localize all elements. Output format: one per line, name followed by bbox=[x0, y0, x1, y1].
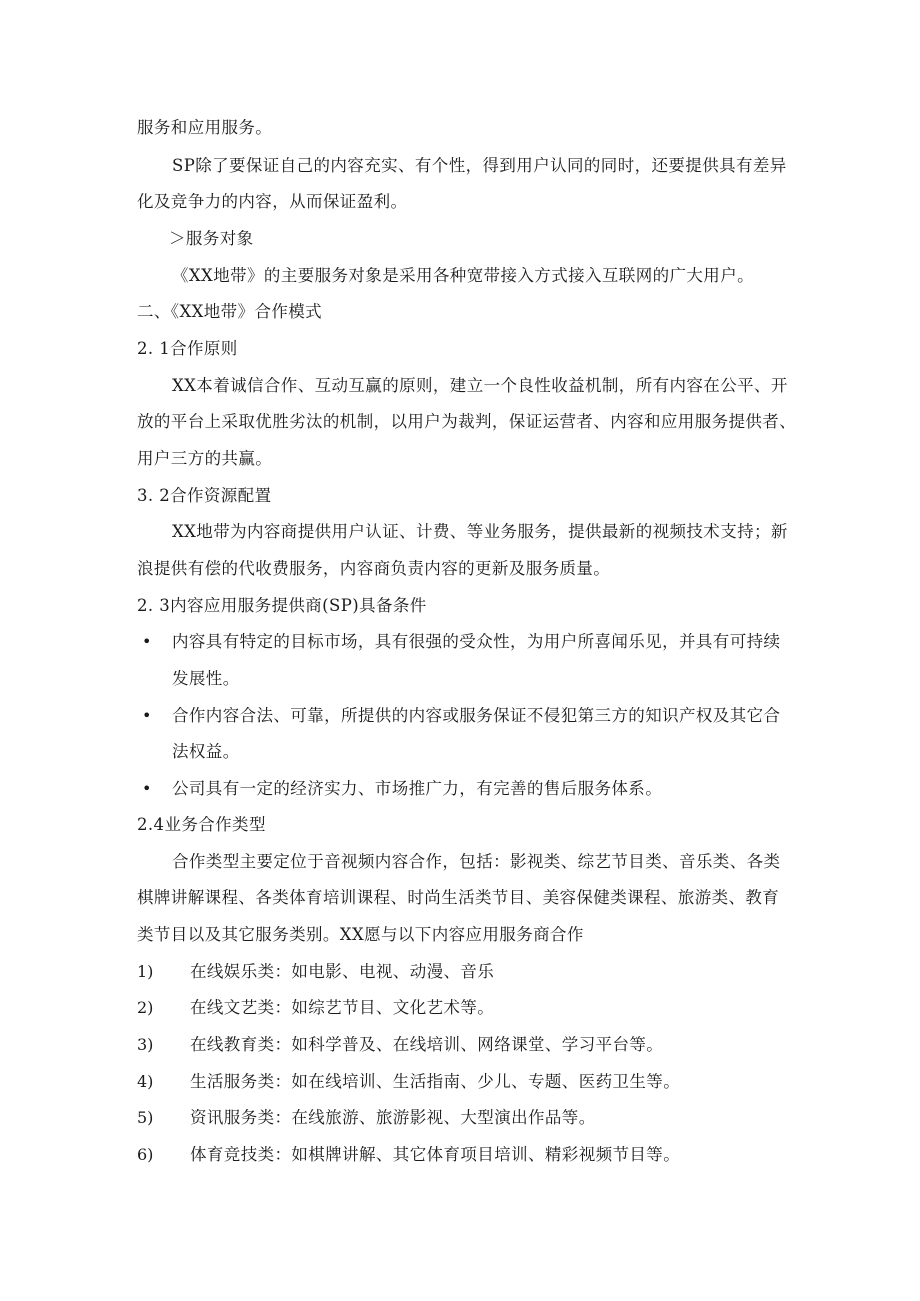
list-item: 在线文艺类：如综艺节目、文化艺术等。 bbox=[190, 998, 495, 1017]
bullet-text: 公司具有一定的经济实力、市场推广力，有完善的售后服务体系。 bbox=[172, 779, 663, 798]
subsection-heading: 2. 1合作原则 bbox=[137, 339, 238, 358]
list-item: 在线教育类：如科学普及、在线培训、网络课堂、学习平台等。 bbox=[190, 1035, 664, 1054]
paragraph-line: SP除了要保证自己的内容充实、有个性，得到用户认同的同时，还要提供具有差异 bbox=[172, 156, 787, 175]
subsection-heading: 2.4业务合作类型 bbox=[137, 815, 266, 834]
list-item-number: 1) bbox=[137, 962, 154, 981]
section-heading: 二、《XX地带》合作模式 bbox=[137, 302, 323, 321]
subheading: ＞服务对象 bbox=[169, 229, 254, 248]
list-item: 生活服务类：如在线培训、生活指南、少儿、专题、医药卫生等。 bbox=[190, 1072, 681, 1091]
list-item: 体育竞技类：如棋牌讲解、其它体育项目培训、精彩视频节目等。 bbox=[190, 1145, 681, 1164]
bullet-text: 发展性。 bbox=[172, 669, 240, 688]
bullet-marker: • bbox=[142, 779, 152, 798]
paragraph-line: 放的平台上采取优胜劣汰的机制，以用户为裁判，保证运营者、内容和应用服务提供者、 bbox=[137, 412, 797, 431]
paragraph-line: 类节目以及其它服务类别。XX愿与以下内容应用服务商合作 bbox=[137, 925, 584, 944]
list-item: 在线娱乐类：如电影、电视、动漫、音乐 bbox=[190, 962, 495, 981]
paragraph-line: XX本着诚信合作、互动互赢的原则，建立一个良性收益机制，所有内容在公平、开 bbox=[172, 376, 788, 395]
paragraph-line: 服务和应用服务。 bbox=[137, 118, 273, 137]
bullet-marker: • bbox=[142, 706, 152, 725]
paragraph-line: 合作类型主要定位于音视频内容合作，包括：影视类、综艺节目类、音乐类、各类 bbox=[172, 852, 781, 871]
bullet-marker: • bbox=[142, 632, 152, 651]
paragraph-line: 《XX地带》的主要服务对象是采用各种宽带接入方式接入互联网的广大用户。 bbox=[172, 266, 754, 285]
list-item-number: 4) bbox=[137, 1072, 154, 1091]
list-item: 资讯服务类：在线旅游、旅游影视、大型演出作品等。 bbox=[190, 1108, 596, 1127]
list-item-number: 3) bbox=[137, 1035, 154, 1054]
list-item-number: 2) bbox=[137, 998, 154, 1017]
paragraph-line: 浪提供有偿的代收费服务，内容商负责内容的更新及服务质量。 bbox=[137, 559, 611, 578]
paragraph-line: 化及竞争力的内容，从而保证盈利。 bbox=[137, 192, 408, 211]
paragraph-line: 用户三方的共赢。 bbox=[137, 449, 273, 468]
list-item-number: 6) bbox=[137, 1145, 154, 1164]
subsection-heading: 3. 2合作资源配置 bbox=[137, 486, 272, 505]
paragraph-line: XX地带为内容商提供用户认证、计费、等业务服务，提供最新的视频技术支持；新 bbox=[172, 522, 788, 541]
bullet-text: 合作内容合法、可靠，所提供的内容或服务保证不侵犯第三方的知识产权及其它合 bbox=[172, 706, 781, 725]
paragraph-line: 棋牌讲解课程、各类体育培训课程、时尚生活类节目、美容保健类课程、旅游类、教育 bbox=[137, 888, 780, 907]
bullet-text: 内容具有特定的目标市场，具有很强的受众性，为用户所喜闻乐见，并具有可持续 bbox=[172, 632, 781, 651]
list-item-number: 5) bbox=[137, 1108, 154, 1127]
bullet-text: 法权益。 bbox=[172, 742, 240, 761]
subsection-heading: 2. 3内容应用服务提供商(SP)具备条件 bbox=[137, 596, 427, 615]
